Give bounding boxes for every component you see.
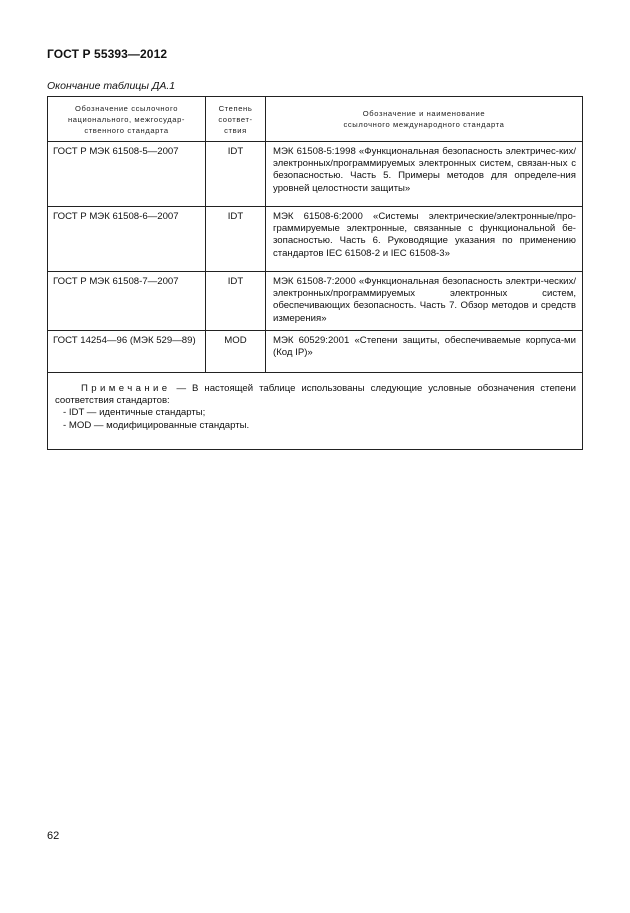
table-row [48, 331, 583, 373]
note-item: - IDT — идентичные стандарты; [63, 407, 206, 419]
note-label: Примечание [81, 383, 171, 394]
document-code: ГОСТ Р 55393—2012 [47, 47, 168, 61]
degree-cell: IDT [206, 207, 266, 272]
column-header-national [48, 97, 206, 142]
standards-table [47, 96, 583, 450]
column-header-degree [206, 97, 266, 142]
table-caption: Окончание таблицы ДА.1 [47, 80, 176, 92]
national-standard-cell: ГОСТ Р МЭК 61508-6—2007 [48, 207, 206, 272]
header-line: Обозначение ссылочного [74, 103, 179, 113]
table-row [48, 142, 583, 207]
header-line: Обозначение и наименование [362, 109, 486, 118]
international-standard-cell: МЭК 60529:2001 «Степени защиты, обеспечиваемые корпуса-ми (Код IP)» [266, 331, 583, 373]
national-standard-cell: ГОСТ 14254—96 (МЭК 529—89) [48, 331, 206, 373]
note-item: - MOD — модифицированные стандарты. [63, 419, 250, 431]
header-line: ссылочного международного стандарта [343, 120, 505, 129]
page-number: 62 [47, 830, 60, 842]
table-row [48, 272, 583, 331]
table-note [48, 373, 583, 450]
note-row [48, 373, 583, 450]
note-body: — В настоящей таблице использованы следующие условные обозначения степени соответствия стандартов: [55, 383, 576, 407]
national-standard-cell: ГОСТ Р МЭК 61508-5—2007 [48, 142, 206, 207]
table-header-row [48, 97, 583, 142]
header-line: Степень [218, 103, 253, 113]
table-row [48, 207, 583, 272]
degree-cell: IDT [206, 272, 266, 331]
degree-cell: IDT [206, 142, 266, 207]
national-standard-cell: ГОСТ Р МЭК 61508-7—2007 [48, 272, 206, 331]
header-line: ствия [224, 125, 247, 135]
header-line: ственного стандарта [84, 125, 169, 135]
international-standard-cell: МЭК 61508-7:2000 «Функциональная безопасность электри-ческих/электронных/программируемых электронных систем, обеспечивающих безопасность. Часть 7. Обзор методов и средств измерения» [266, 272, 583, 331]
degree-cell: MOD [206, 331, 266, 373]
international-standard-cell: МЭК 61508-6:2000 «Системы электрические/электронные/про-граммируемые электронные, связанные с функциональной бе-зопасностью. Часть 6. Руководящие указания по применению стандартов IEC 61508-2 и IEC 61508-3» [266, 207, 583, 272]
header-line: соответ- [218, 114, 253, 124]
note-text [55, 383, 576, 407]
header-line: национального, межгосудар- [67, 114, 186, 124]
international-standard-cell: МЭК 61508-5:1998 «Функциональная безопасность электричес-ких/электронных/программируемых электронных систем, связан-ных с безопасностью. Часть 5. Примеры методов для определе-ния уровней целостности защиты» [266, 142, 583, 207]
column-header-international [266, 97, 583, 142]
